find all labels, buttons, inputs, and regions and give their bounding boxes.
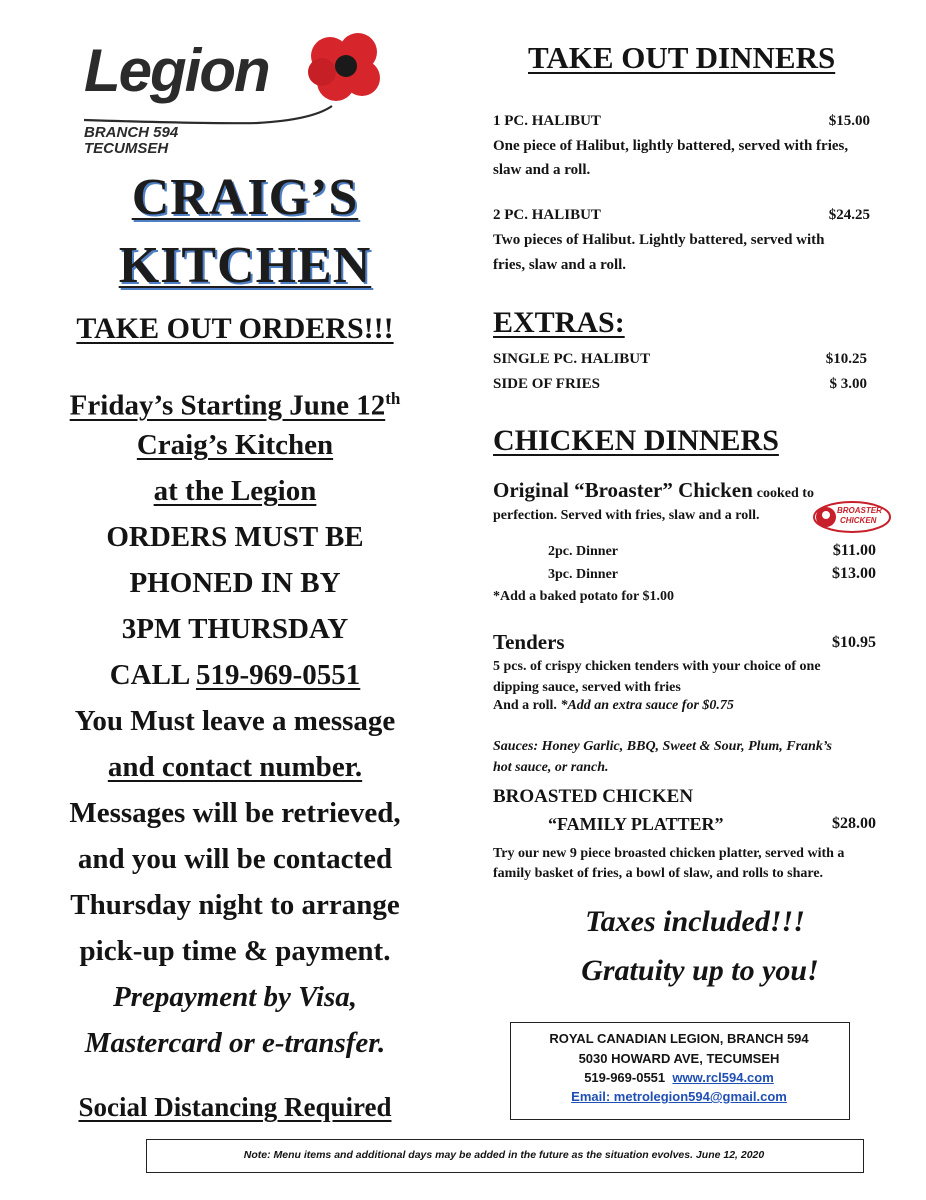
tenders-desc-3: And a roll.: [493, 698, 557, 713]
address-contact-line: [510, 1070, 848, 1085]
potato-note: *Add a baked potato for $1.00: [493, 589, 674, 604]
address-line-2: 5030 HOWARD AVE, TECUMSEH: [578, 1051, 780, 1066]
email-link[interactable]: Email: metrolegion594@gmail.com: [571, 1089, 787, 1104]
tenders-price: $10.95: [832, 634, 876, 651]
broaster-chicken-badge: [812, 500, 892, 534]
sauces-line-2: hot sauce, or ranch.: [493, 760, 609, 775]
branch-label: BRANCH 594: [84, 124, 179, 141]
item-2pc-halibut-desc2: fries, slaw and a roll.: [493, 257, 627, 273]
extras-heading: EXTRAS:: [493, 306, 625, 339]
prepay-line-1: Prepayment by Visa,: [112, 981, 358, 1013]
option-2pc-name: 2pc. Dinner: [548, 544, 618, 559]
tenders-title: Tenders: [493, 630, 565, 654]
item-1pc-halibut-desc1: One piece of Halibut, lightly battered, served with fries,: [493, 138, 849, 154]
original-broaster-title: Original “Broaster” Chicken: [493, 478, 753, 502]
pickup-line: pick-up time & payment.: [79, 935, 391, 967]
fridays-line: [20, 382, 450, 423]
broasted-title-2: “FAMILY PLATTER”: [548, 814, 724, 834]
social-distancing: Social Distancing Required: [78, 1092, 392, 1122]
title-line-2: KITCHEN: [118, 237, 372, 294]
contact-number-line: and contact number.: [107, 751, 363, 783]
original-broaster-tail: cooked to: [756, 486, 814, 501]
prepay-line-2: Mastercard or e-transfer.: [84, 1027, 386, 1059]
deadline: 3PM THURSDAY: [121, 613, 349, 645]
address-phone[interactable]: 519-969-0551: [584, 1070, 666, 1085]
tenders-extra-sauce: *Add an extra sauce for $0.75: [560, 698, 734, 713]
note-text: Note: Menu items and additional days may be added in the future as the situation evolves. June 12, 2020: [243, 1149, 765, 1161]
taxes-included: Taxes included!!!: [585, 905, 805, 938]
gratuity: Gratuity up to you!: [581, 954, 819, 987]
item-2pc-halibut-name: 2 PC. HALIBUT: [493, 207, 601, 223]
broasted-price: $28.00: [832, 815, 876, 832]
retrieved-line: Messages will be retrieved,: [69, 797, 401, 829]
tenders-desc-1: 5 pcs. of crispy chicken tenders with your choice of one: [493, 659, 821, 674]
extra-single-halibut-name: SINGLE PC. HALIBUT: [493, 351, 651, 367]
item-1pc-halibut-price: $15.00: [828, 113, 870, 129]
craigs-kitchen-line: Craig’s Kitchen: [136, 429, 334, 461]
broasted-desc-1: Try our new 9 piece broasted chicken platter, served with a: [493, 846, 845, 861]
title-line-1: CRAIG’S: [131, 169, 359, 226]
option-3pc-price: $13.00: [832, 565, 876, 582]
fridays-text: Friday’s Starting June 12: [69, 389, 386, 422]
call-line: [20, 658, 450, 692]
sauces-line-1: Sauces: Honey Garlic, BBQ, Sweet & Sour, Plum, Frank’s: [493, 739, 832, 754]
contacted-line: and you will be contacted: [77, 843, 393, 875]
leave-message: You Must leave a message: [74, 705, 396, 737]
extra-single-halibut-price: $10.25: [825, 351, 867, 367]
item-1pc-halibut-name: 1 PC. HALIBUT: [493, 113, 601, 129]
call-number-link[interactable]: 519-969-0551: [195, 659, 361, 691]
badge-line-2: CHICKEN: [840, 516, 877, 525]
fridays-sup: th: [385, 389, 401, 408]
take-out-orders-heading: TAKE OUT ORDERS!!!: [76, 312, 394, 345]
tenders-desc-2: dipping sauce, served with fries: [493, 680, 681, 695]
address-line-1: ROYAL CANADIAN LEGION, BRANCH 594: [549, 1031, 809, 1046]
item-1pc-halibut-desc2: slaw and a roll.: [493, 162, 591, 178]
extra-fries-price: $ 3.00: [829, 376, 867, 392]
website-link[interactable]: www.rcl594.com: [672, 1070, 774, 1085]
original-broaster-line: [493, 478, 814, 503]
option-2pc-price: $11.00: [832, 542, 876, 559]
broasted-title-1: BROASTED CHICKEN: [493, 786, 694, 807]
broasted-desc-2: family basket of fries, a bowl of slaw, and rolls to share.: [493, 866, 824, 881]
chicken-dinners-heading: CHICKEN DINNERS: [493, 424, 779, 457]
orders-must-be: ORDERS MUST BE: [106, 521, 364, 553]
badge-line-1: BROASTER: [837, 506, 882, 515]
original-broaster-desc: perfection. Served with fries, slaw and a roll.: [493, 508, 760, 523]
legion-wordmark: Legion: [84, 37, 269, 104]
item-2pc-halibut-desc1: Two pieces of Halibut. Lightly battered, served with: [493, 232, 825, 248]
item-2pc-halibut-price: $24.25: [828, 207, 870, 223]
extra-fries-name: SIDE OF FRIES: [493, 376, 600, 392]
phoned-in-by: PHONED IN BY: [129, 567, 341, 599]
take-out-dinners-heading: TAKE OUT DINNERS: [528, 40, 836, 75]
thursday-night-line: Thursday night to arrange: [70, 889, 400, 921]
call-prefix: CALL: [109, 659, 189, 691]
at-the-legion-line: at the Legion: [153, 475, 317, 507]
tenders-desc-3-line: [493, 698, 734, 714]
town-label: TECUMSEH: [84, 140, 169, 157]
option-3pc-name: 3pc. Dinner: [548, 567, 618, 582]
